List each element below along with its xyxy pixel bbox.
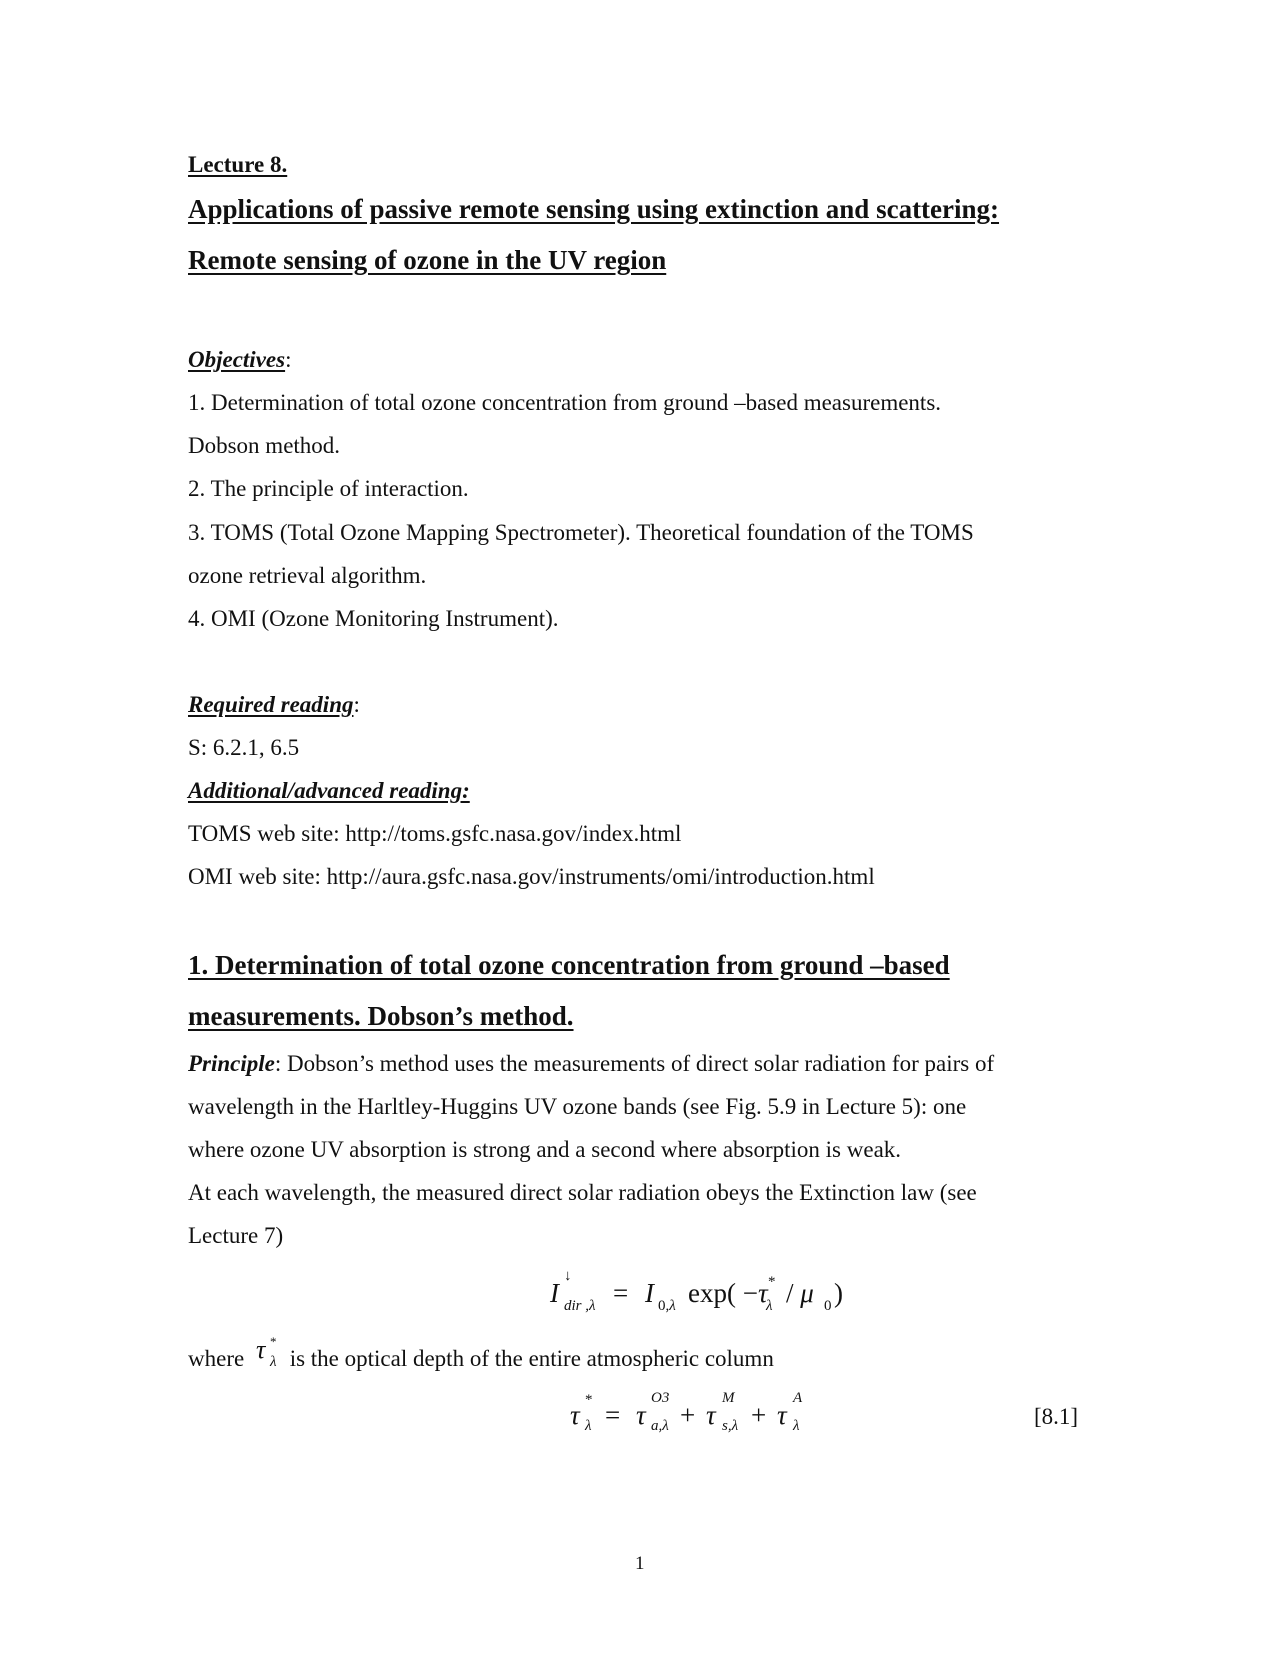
where-suffix: is the optical depth of the entire atmospheric column (289, 1346, 774, 1371)
equation-number: [8.1] (1034, 1404, 1079, 1429)
required-reading-label: Required reading (188, 692, 354, 717)
principle-line (188, 1050, 994, 1077)
optical-depth-equation: τ * λ = τ O3 a,λ + τ M s,λ + τ A λ (570, 1390, 803, 1434)
toms-website-line: TOMS web site: http://toms.gsfc.nasa.gov/index.html (188, 821, 682, 846)
title-line-1: Applications of passive remote sensing using extinction and scattering: (188, 194, 1000, 224)
paragraph-line: At each wavelength, the measured direct solar radiation obeys the Extinction law (see (188, 1180, 977, 1205)
page-number: 1 (635, 1553, 645, 1574)
objectives-label: Objectives (188, 347, 286, 372)
paragraph-line: Lecture 7) (188, 1223, 284, 1248)
principle-text: : Dobson’s method uses the measurements of direct solar radiation for pairs of (274, 1051, 995, 1076)
section1-heading-line-2: measurements. Dobson’s method. (188, 1001, 574, 1031)
required-reading-colon: : (353, 692, 360, 717)
additional-reading-heading: Additional/advanced reading: (188, 778, 470, 803)
title-line-2: Remote sensing of ozone in the UV region (188, 245, 667, 275)
objectives-heading (188, 346, 291, 373)
extinction-law-equation: I ↓ dir ,λ = I 0,λ exp( −τ * λ / μ 0 ) (550, 1268, 843, 1314)
required-reading-text: S: 6.2.1, 6.5 (188, 735, 300, 760)
where-prefix: where (188, 1346, 245, 1371)
objective-item: 2. The principle of interaction. (188, 476, 469, 501)
objective-item: 4. OMI (Ozone Monitoring Instrument). (188, 606, 559, 631)
where-line: where τ * λ is the optical depth of the entire atmospheric column (188, 1334, 774, 1371)
objective-item: ozone retrieval algorithm. (188, 563, 427, 588)
required-reading-heading (188, 691, 360, 718)
principle-label: Principle (188, 1051, 275, 1076)
objectives-colon: : (285, 347, 292, 372)
objective-item: Dobson method. (188, 433, 341, 458)
objective-item: 3. TOMS (Total Ozone Mapping Spectrometer). Theoretical foundation of the TOMS (188, 520, 974, 545)
section1-heading-line-1: 1. Determination of total ozone concentration from ground –based (188, 950, 950, 980)
paragraph-line: wavelength in the Harltley-Huggins UV ozone bands (see Fig. 5.9 in Lecture 5): one (188, 1094, 967, 1119)
omi-website-line: OMI web site: http://aura.gsfc.nasa.gov/instruments/omi/introduction.html (188, 864, 875, 889)
objective-item: 1. Determination of total ozone concentration from ground –based measurements. (188, 390, 942, 415)
paragraph-line: where ozone UV absorption is strong and a second where absorption is weak. (188, 1137, 902, 1162)
lecture-label: Lecture 8. (188, 152, 288, 177)
